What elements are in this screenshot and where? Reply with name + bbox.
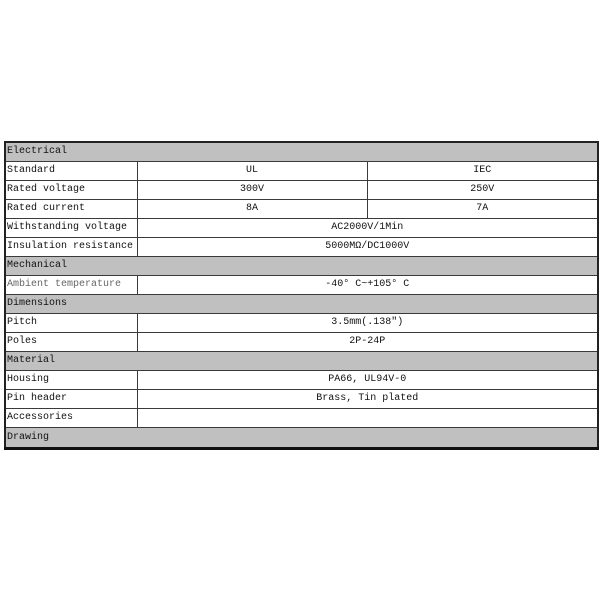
row-label: Standard [5,162,137,181]
table-row-ambient-temperature [5,276,598,295]
row-value: -40° C~+105° C [137,276,598,295]
row-value-iec: 250V [367,181,598,200]
row-label: Pitch [5,314,137,333]
row-label: Insulation resistance [5,238,137,257]
spec-table [4,141,599,450]
table-row-standard [5,162,598,181]
table-row-insulation-resistance [5,238,598,257]
row-value: PA66, UL94V-0 [137,371,598,390]
row-label: Pin header [5,390,137,409]
table-row-rated-voltage [5,181,598,200]
row-value [137,409,598,428]
section-header-electrical [5,142,598,162]
section-title: Electrical [5,142,598,162]
row-value-ul: 300V [137,181,367,200]
row-label: Poles [5,333,137,352]
row-value: 2P-24P [137,333,598,352]
section-header-dimensions [5,295,598,314]
row-value-iec: IEC [367,162,598,181]
row-label: Rated voltage [5,181,137,200]
section-header-drawing [5,428,598,449]
table-row-poles [5,333,598,352]
table-row-accessories [5,409,598,428]
table-row-housing [5,371,598,390]
row-label: Ambient temperature [5,276,137,295]
row-label: Rated current [5,200,137,219]
section-title: Drawing [5,428,598,449]
row-value-ul: UL [137,162,367,181]
section-title: Material [5,352,598,371]
row-label: Accessories [5,409,137,428]
table-row-withstanding-voltage [5,219,598,238]
section-header-material [5,352,598,371]
row-value-iec: 7A [367,200,598,219]
section-title: Dimensions [5,295,598,314]
row-value: AC2000V/1Min [137,219,598,238]
row-value: Brass, Tin plated [137,390,598,409]
table-row-pitch [5,314,598,333]
table-row-rated-current [5,200,598,219]
row-label: Housing [5,371,137,390]
section-title: Mechanical [5,257,598,276]
row-value-ul: 8A [137,200,367,219]
row-label: Withstanding voltage [5,219,137,238]
table-row-pin-header [5,390,598,409]
row-value: 3.5mm(.138") [137,314,598,333]
section-header-mechanical [5,257,598,276]
row-value: 5000MΩ/DC1000V [137,238,598,257]
